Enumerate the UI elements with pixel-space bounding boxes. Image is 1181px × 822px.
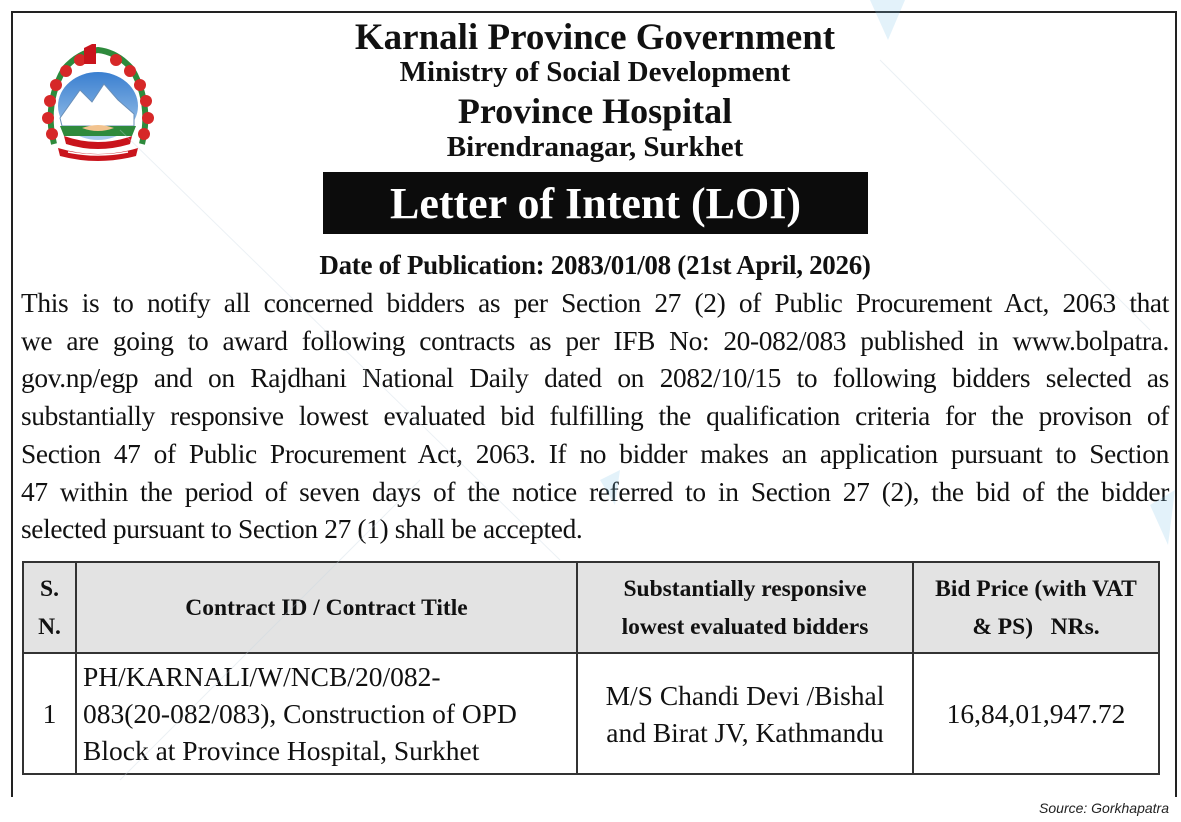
table-row [23,653,1159,774]
row-sn: 1 [23,653,76,774]
row-contract [76,653,577,774]
contract-line: 083(20-082/083), Construction of OPD [83,698,517,729]
notice-line: gov.np/egp and on Rajdhani National Daily dated on 2082/10/15 to following bidders selected as [21,363,1169,394]
header-bidder-line2: lowest evaluated bidders [621,613,869,640]
row-bidder [577,653,913,774]
row-price: 16,84,01,947.72 [913,653,1159,774]
ministry-name: Ministry of Social Development [399,56,791,88]
header-sn [23,562,76,653]
header-bidder [577,562,913,653]
contract-line: Block at Province Hospital, Surkhet [83,735,480,766]
government-name: Karnali Province Government [354,17,836,58]
header-sn-line1: S. [40,575,59,602]
header-price-line2: & PS) NRs. [972,613,1100,640]
bidder-line: M/S Chandi Devi /Bishal [605,679,885,711]
bidder-line: and Birat JV, Kathmandu [606,716,884,748]
header-price [913,562,1159,653]
notice-line: substantially responsive lowest evaluated bid fulfilling the qualification criteria for the provison of [21,401,1169,432]
loi-title-banner: Letter of Intent (LOI) [323,172,868,234]
hospital-location: Birendranagar, Surkhet [446,131,744,163]
header-price-line1: Bid Price (with VAT [935,575,1137,602]
notice-line: selected pursuant to Section 27 (1) shall be accepted. [21,514,583,545]
notice-line: This is to notify all concerned bidders as per Section 27 (2) of Public Procurement Act, 2063 that [21,288,1169,318]
header-sn-line2: N. [38,613,61,640]
table-header-row [23,562,1159,653]
publication-date: Date of Publication: 2083/01/08 (21st April, 2026) [319,250,871,280]
award-table [22,561,1160,775]
header-contract: Contract ID / Contract Title [76,562,577,653]
notice-line: 47 within the period of seven days of the notice referred to in Section 27 (2), the bid of the bidder [21,476,1169,507]
notice-line: we are going to award following contracts as per IFB No: 20-082/083 published in www.bolpatra. [21,325,1169,356]
source-credit: Source: Gorkhapatra [1039,800,1169,816]
nepal-coat-of-arms-icon [34,44,162,166]
notice-paragraph [21,285,1169,549]
contract-line: PH/KARNALI/W/NCB/20/082- [83,661,441,692]
hospital-name: Province Hospital [457,91,733,131]
header-bidder-line1: Substantially responsive [623,575,867,602]
notice-line: Section 47 of Public Procurement Act, 2063. If no bidder makes an application pursuant to Section [21,438,1169,469]
